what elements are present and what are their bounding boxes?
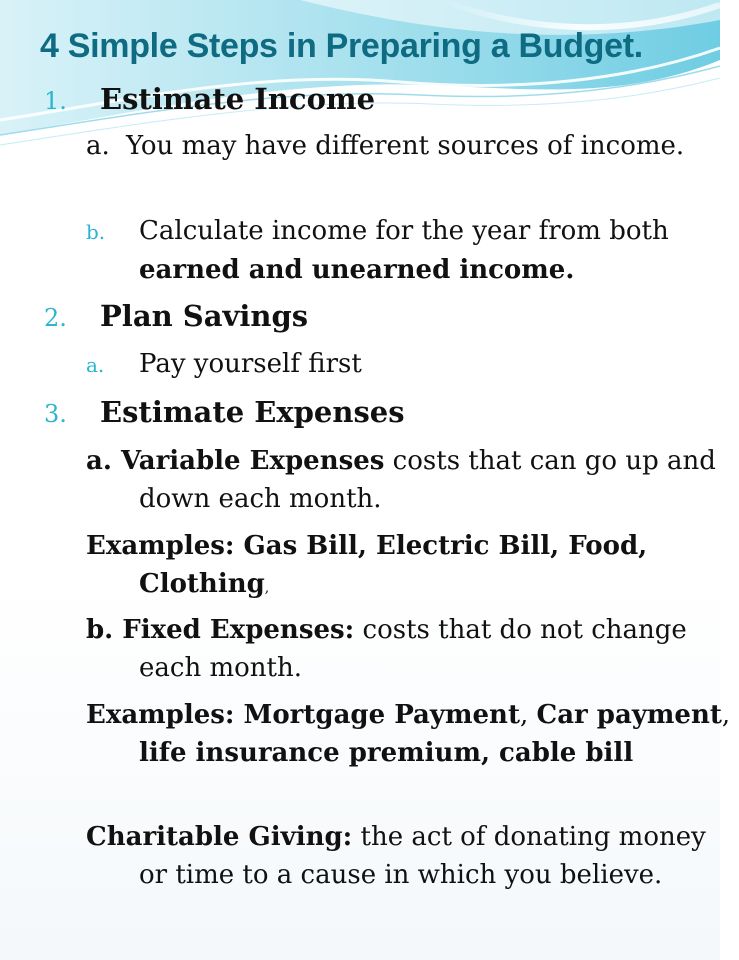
item-text-bold: life insurance premium, cable bill	[139, 738, 634, 768]
item-text: Calculate income for the year from both	[139, 216, 669, 246]
step-3-fixed-examples	[86, 696, 739, 772]
item-text-bold: b. Fixed Expenses:	[86, 615, 355, 645]
step-number: 2.	[44, 304, 67, 332]
step-3-variable-examples	[86, 527, 739, 607]
item-text: the act of donating money or time to a cause in which you believe.	[139, 822, 706, 890]
item-text: Pay yourself first	[139, 349, 362, 379]
item-text: ,	[264, 580, 270, 596]
step-3-variable-expenses	[86, 442, 739, 518]
step-2	[44, 297, 684, 337]
item-text-bold: Charitable Giving:	[86, 822, 353, 852]
step-1	[44, 80, 684, 120]
item-text-bold: Examples: Gas Bill, Electric Bill, Food, Clothing	[86, 531, 648, 599]
item-text-bold: Car payment	[536, 700, 722, 730]
item-text: You may have different sources of income.	[126, 131, 685, 161]
step-heading: Estimate Expenses	[100, 395, 405, 429]
item-text: ,	[721, 700, 731, 730]
item-marker: a.	[86, 131, 110, 161]
item-text: costs that can go up and down each month.	[139, 446, 716, 514]
item-text-bold: earned and unearned income.	[139, 255, 575, 285]
step-heading: Estimate Income	[100, 82, 376, 116]
item-text: costs that do not change each month.	[139, 615, 687, 683]
item-text-bold: a. Variable Expenses	[86, 446, 385, 476]
step-number: 3.	[44, 400, 67, 428]
step-number: 1.	[44, 87, 67, 115]
step-2-item-a	[86, 345, 739, 384]
step-heading: Plan Savings	[100, 299, 309, 333]
item-text: ,	[519, 700, 537, 730]
step-1-item-a	[86, 127, 739, 165]
step-1-item-b	[86, 212, 739, 289]
slide-title: 4 Simple Steps in Preparing a Budget.	[40, 27, 643, 65]
item-marker: a.	[86, 353, 105, 377]
item-text-bold: Examples: Mortgage Payment	[86, 700, 520, 730]
step-3-fixed-expenses	[86, 611, 739, 687]
step-3-charitable-giving	[86, 818, 739, 894]
step-3	[44, 393, 684, 433]
item-marker: b.	[86, 220, 106, 244]
